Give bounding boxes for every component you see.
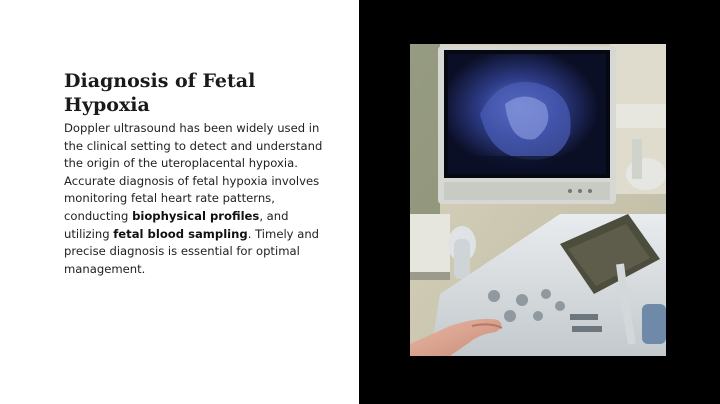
slide-title: Diagnosis of Fetal Hypoxia [64, 70, 256, 116]
body-text-part-1: Doppler ultrasound has been widely used in the clinical setting to detect and understand the origin of the uteroplacental hypoxia. Accurate diagnosis of fetal hypoxia involves monitoring fetal heart rate patterns, conducting [64, 121, 323, 223]
slide-body-text [64, 120, 326, 278]
body-bold-biophysical-profiles: biophysical profiles [132, 208, 260, 223]
ultrasound-machine-photo [410, 44, 666, 356]
image-panel [359, 0, 720, 404]
text-panel [0, 0, 359, 404]
body-bold-fetal-blood-sampling: fetal blood sampling [113, 226, 248, 241]
body-text-part-3: . Timely and precise diagnosis is essential for optimal management. [64, 226, 320, 276]
body-text-part-2: , and utilizing [64, 208, 289, 241]
